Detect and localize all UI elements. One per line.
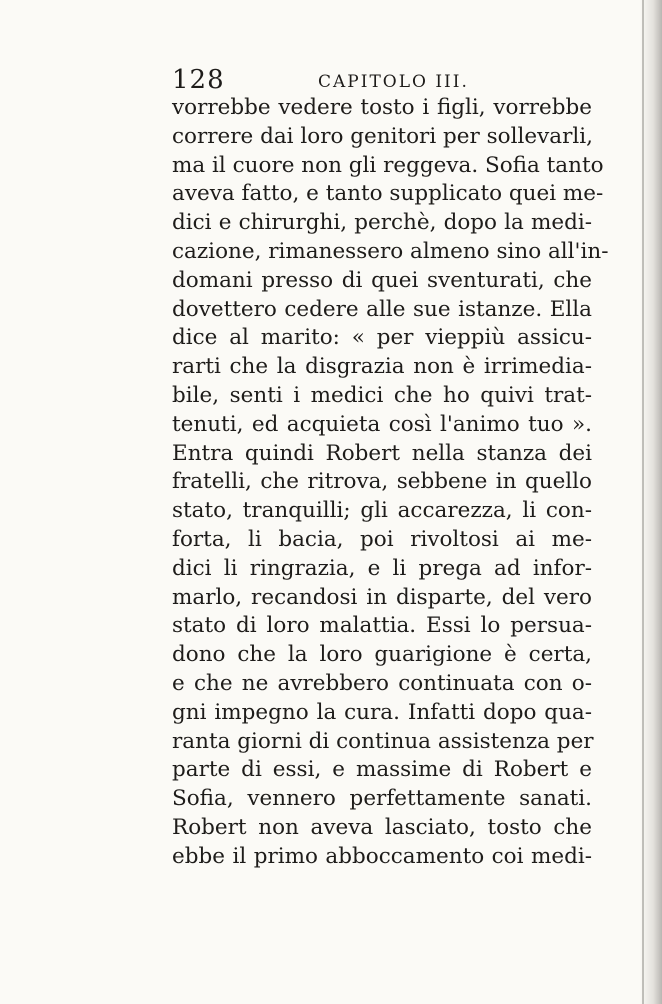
text-line: cazione, rimanessero almeno sino all'in- [172, 238, 609, 264]
text-line: dovettero cedere alle sue istanze. Ella [172, 296, 592, 322]
text-line: parte di essi, e massime di Robert e [172, 757, 592, 783]
text-line: gni impegno la cura. Infatti dopo qua- [172, 699, 592, 725]
text-line: correre dai loro genitori per sollevarli, [172, 123, 593, 149]
text-line: forta, li bacia, poi rivoltosi ai me- [172, 526, 592, 552]
text-line: dono che la loro guarigione è certa, [172, 642, 592, 668]
text-line: stato, tranquilli; gli accarezza, li con- [172, 498, 592, 524]
body-text [172, 94, 609, 872]
text-line: e che ne avrebbero continuata con o- [172, 670, 592, 696]
text-line: aveva fatto, e tanto supplicato quei me- [172, 181, 604, 207]
text-line: dice al marito: « per vieppiù assicu- [172, 325, 592, 351]
text-line: ranta giorni di continua assistenza per [172, 728, 594, 754]
text-line: Entra quindi Robert nella stanza dei [172, 440, 592, 466]
text-line: rarti che la disgrazia non è irrimedia- [172, 354, 592, 380]
text-line: dici li ringrazia, e li prega ad infor- [172, 555, 592, 581]
running-head: CAPITOLO III. [318, 72, 469, 92]
text-line: marlo, recandosi in disparte, del vero [172, 584, 592, 610]
page-number: 128 [172, 65, 225, 95]
text-line: tenuti, ed acquieta così l'animo tuo ». [172, 411, 592, 437]
text-line: bile, senti i medici che ho quivi trat- [172, 382, 592, 408]
text-line: dici e chirurghi, perchè, dopo la medi- [172, 210, 592, 236]
text-line: Robert non aveva lasciato, tosto che [172, 814, 592, 840]
text-line: domani presso di quei sventurati, che [172, 267, 592, 293]
page-edge-shadow [640, 0, 662, 1004]
text-line: stato di loro malattia. Essi lo persua- [172, 613, 592, 639]
text-line: ebbe il primo abboccamento coi medi- [172, 843, 592, 869]
text-line: fratelli, che ritrova, sebbene in quello [172, 469, 592, 495]
text-line: ma il cuore non gli reggeva. Sofia tanto [172, 152, 604, 178]
text-line: Sofia, vennero perfettamente sanati. [172, 786, 592, 812]
text-line: vorrebbe vedere tosto i figli, vorrebbe [172, 95, 592, 120]
